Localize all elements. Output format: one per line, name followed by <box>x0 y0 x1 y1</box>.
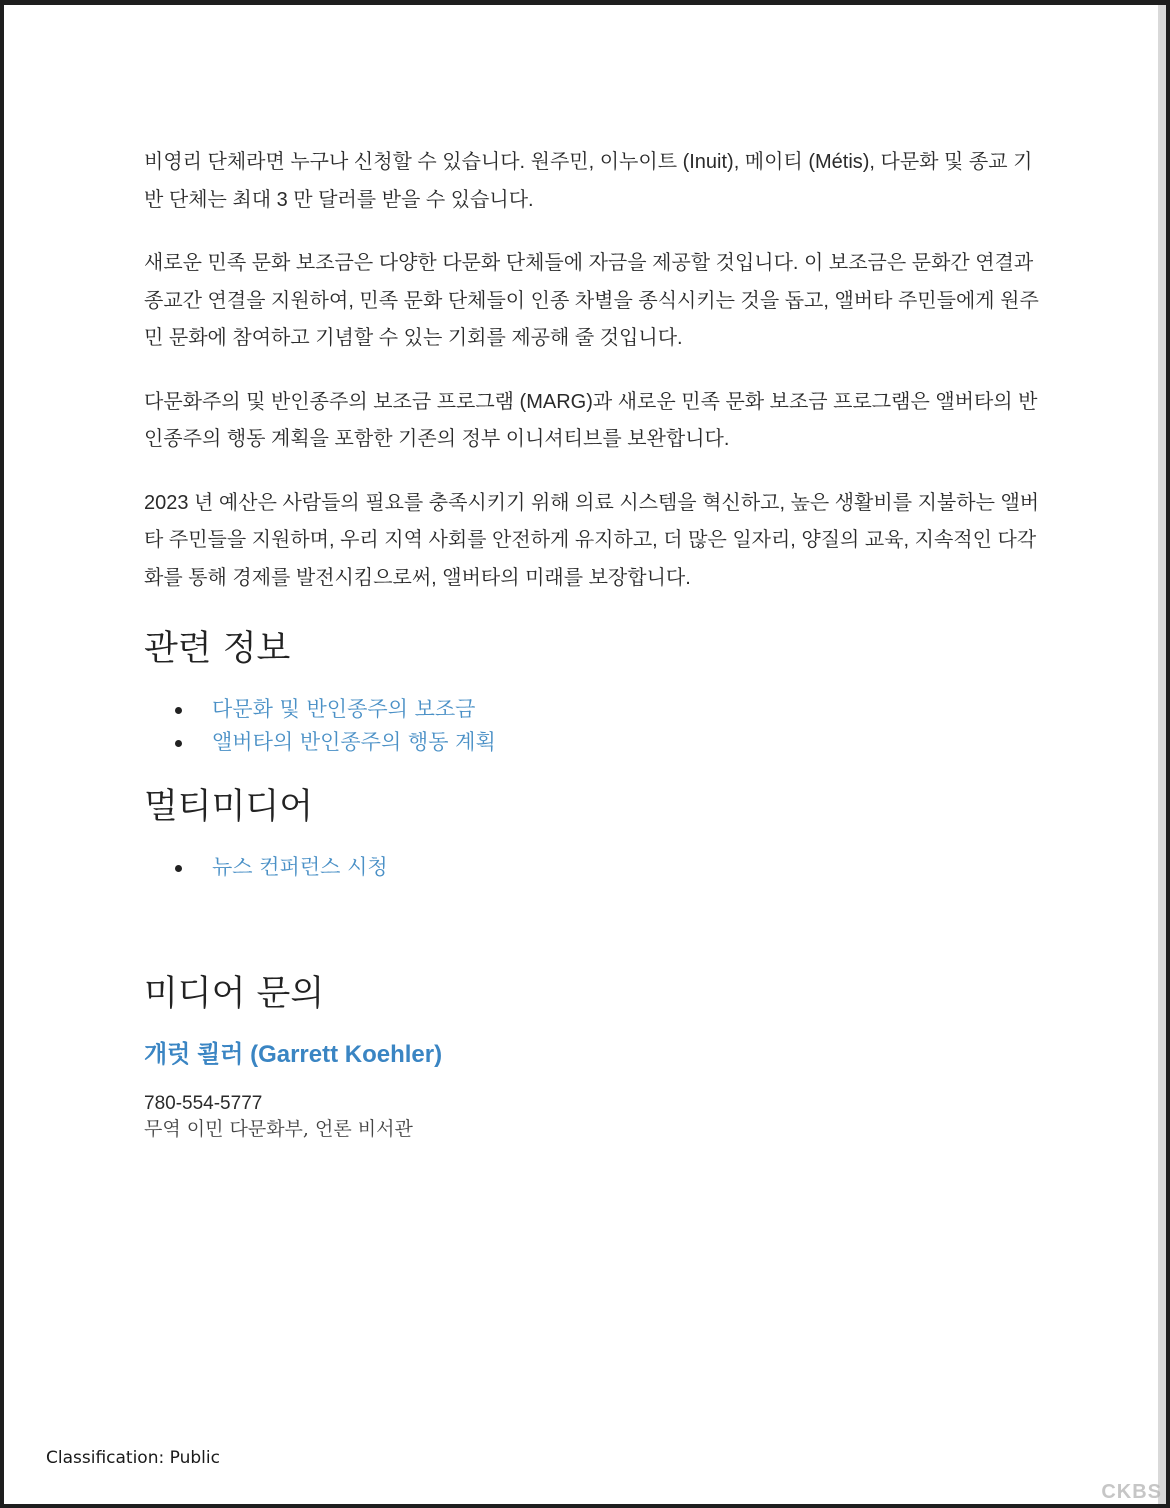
bullet-icon <box>175 740 182 747</box>
paragraph-eligibility: 비영리 단체라면 누구나 신청할 수 있습니다. 원주민, 이누이트 (Inuit), 메이티 (Métis), 다문화 및 종교 기반 단체는 최대 3 만 달러를 받을 수 있습니다. <box>144 151 1033 211</box>
watermark-logo: CKBS <box>1101 1481 1162 1503</box>
related-links-list <box>144 693 1044 759</box>
link-watch-news-conference[interactable]: 뉴스 컨퍼런스 시청 <box>212 855 388 879</box>
list-item <box>175 693 1044 726</box>
list-item <box>175 851 1044 884</box>
bullet-icon <box>175 865 182 872</box>
document-content <box>144 144 1044 1142</box>
multimedia-links-list <box>144 851 1044 884</box>
page-edge-strip <box>1158 5 1166 1504</box>
contact-name: 개럿 쾰러 (Garrett Koehler) <box>144 1041 443 1068</box>
paragraph-marg-program: 다문화주의 및 반인종주의 보조금 프로그램 (MARG)과 새로운 민족 문화 보조금 프로그램은 앨버타의 반인종주의 행동 계획을 포함한 기존의 정부 이니셔티브를 보완합니다. <box>144 390 1038 450</box>
contact-title: 무역 이민 다문화부, 언론 비서관 <box>144 1118 413 1140</box>
contact-phone: 780-554-5777 <box>144 1093 263 1114</box>
list-item <box>175 726 1044 759</box>
link-multicultural-grant[interactable]: 다문화 및 반인종주의 보조금 <box>212 697 476 721</box>
multimedia-heading: 멀티미디어 <box>144 787 314 827</box>
media-inquiries-heading: 미디어 문의 <box>144 974 325 1014</box>
paragraph-budget-2023: 2023 년 예산은 사람들의 필요를 충족시키기 위해 의료 시스템을 혁신하고, 높은 생활비를 지불하는 앨버타 주민들을 지원하며, 우리 지역 사회를 안전하게 유지하고, 더 많은 일자리, 양질의 교육, 지속적인 다각화를 통해 경제를 발전시킴으로써, 앨버타의 미래를 보장합니다. <box>144 491 1040 589</box>
bullet-icon <box>175 707 182 714</box>
paragraph-ethnocultural-grant: 새로운 민족 문화 보조금은 다양한 다문화 단체들에 자금을 제공할 것입니다. 이 보조금은 문화간 연결과 종교간 연결을 지원하여, 민족 문화 단체들이 인종 차별을 종식시키는 것을 돕고, 앨버타 주민들에게 원주민 문화에 참여하고 기념할 수 있는 기회를 제공해 줄 것입니다. <box>144 252 1039 349</box>
link-anti-racism-action-plan[interactable]: 앨버타의 반인종주의 행동 계획 <box>212 730 496 754</box>
classification-label: Classification: Public <box>46 1448 220 1468</box>
related-info-heading: 관련 정보 <box>144 629 291 669</box>
